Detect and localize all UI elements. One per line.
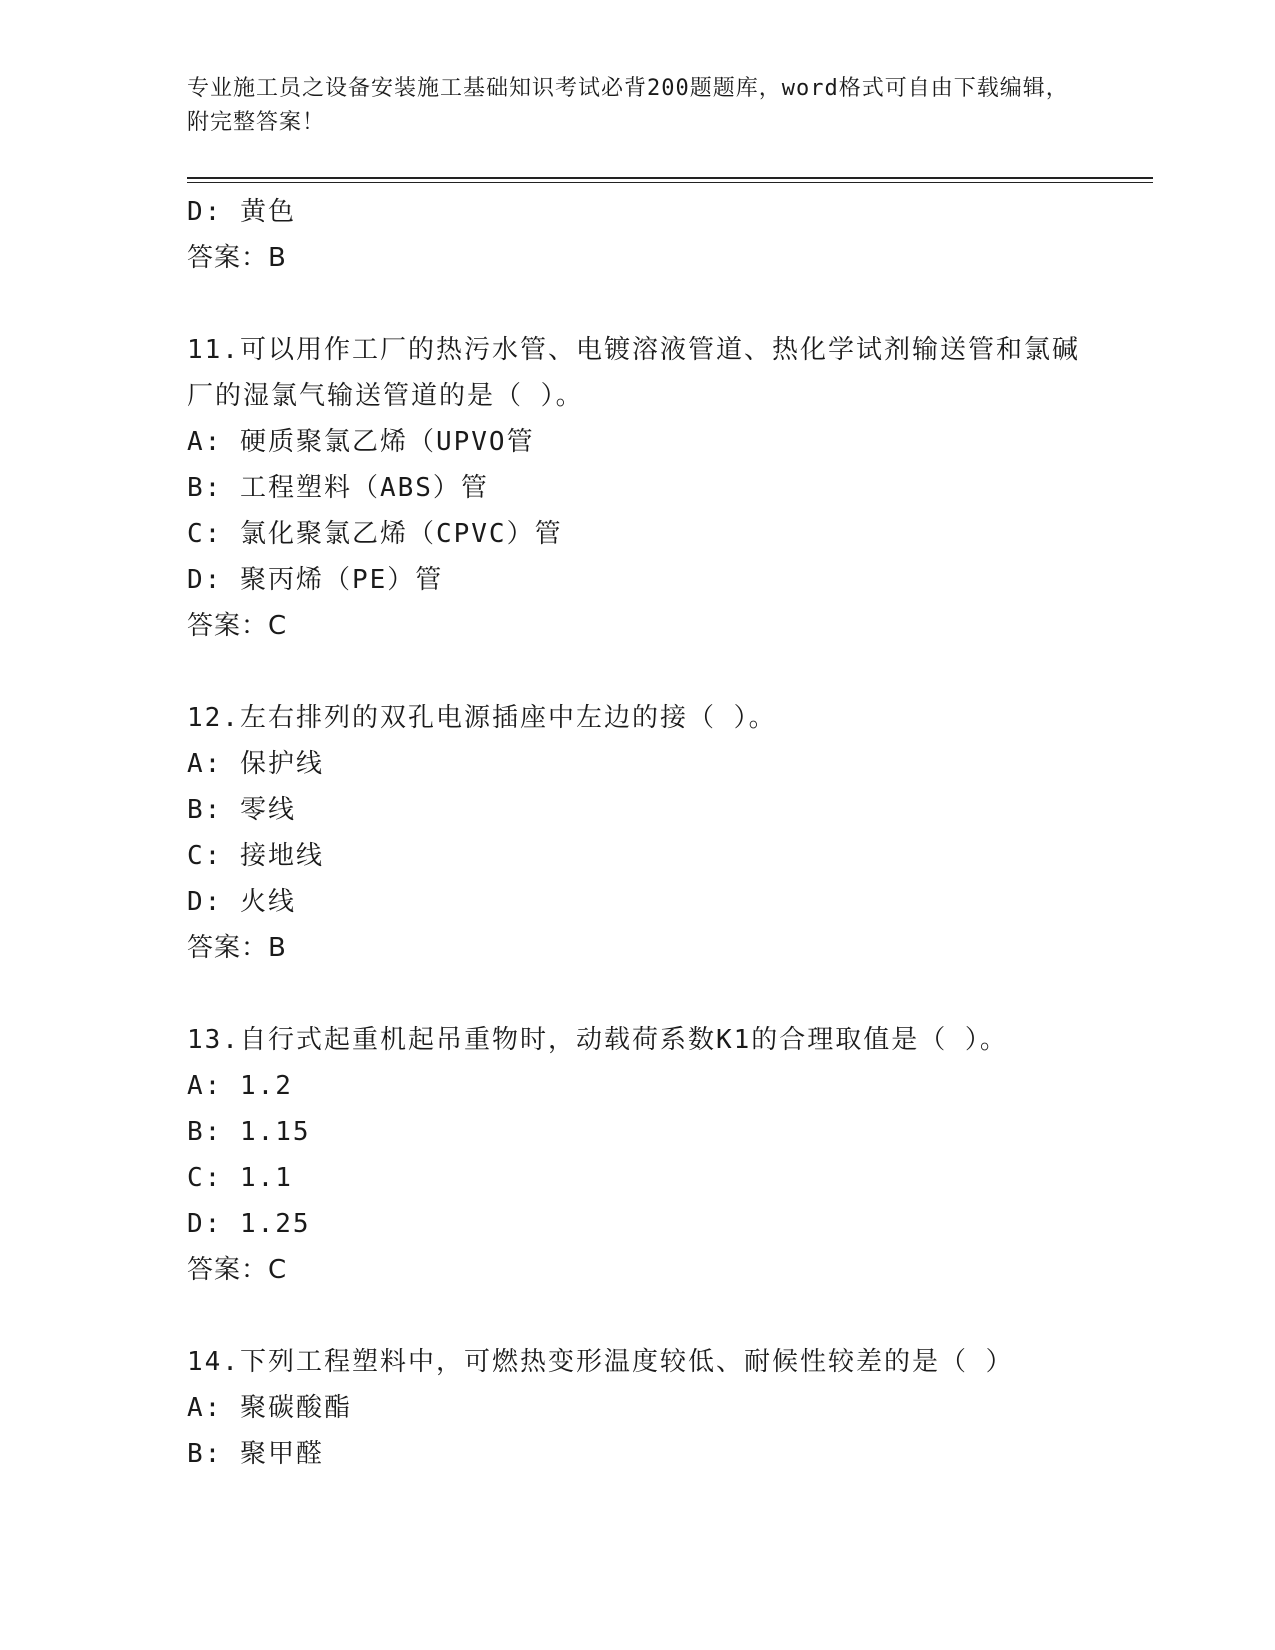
option-a: A: 1.2: [187, 1071, 293, 1101]
question-block-11: [187, 327, 1087, 649]
option-b: B: 1.15: [187, 1117, 311, 1147]
option-b: B: 工程塑料（ABS）管: [187, 473, 489, 503]
option-c: C: 1.1: [187, 1163, 293, 1193]
option-a: A: 聚碳酸酯: [187, 1393, 352, 1423]
header-divider: [187, 177, 1153, 179]
question-stem: 11.可以用作工厂的热污水管、电镀溶液管道、热化学试剂输送管和氯碱厂的湿氯气输送管道的是（ ）。: [187, 335, 1080, 411]
option-b: B: 零线: [187, 795, 296, 825]
answer-line: 答案：B: [187, 933, 287, 963]
question-block-prev: [187, 189, 1087, 281]
header-title: 专业施工员之设备安装施工基础知识考试必背200题题库，word格式可自由下载编辑，附完整答案！: [187, 76, 1069, 135]
question-block-14: [187, 1339, 1087, 1477]
option-a: A: 硬质聚氯乙烯（UPVO管: [187, 427, 535, 457]
header-divider-thin: [187, 182, 1153, 183]
answer-line: 答案：C: [187, 611, 288, 641]
page-header: [187, 72, 1087, 140]
question-block-13: [187, 1017, 1087, 1293]
option-c: C: 氯化聚氯乙烯（CPVC）管: [187, 519, 563, 549]
option-a: A: 保护线: [187, 749, 324, 779]
answer-line: 答案：C: [187, 1255, 288, 1285]
option-c: C: 接地线: [187, 841, 324, 871]
question-stem: 14.下列工程塑料中，可燃热变形温度较低、耐候性较差的是（ ）: [187, 1347, 1014, 1377]
question-list: [187, 189, 1087, 1477]
option-d: D: 1.25: [187, 1209, 311, 1239]
option-b: B: 聚甲醛: [187, 1439, 324, 1469]
question-stem: 12.左右排列的双孔电源插座中左边的接（ ）。: [187, 703, 777, 733]
answer-line: 答案：B: [187, 243, 287, 273]
question-stem: 13.自行式起重机起吊重物时，动载荷系数K1的合理取值是（ ）。: [187, 1025, 1008, 1055]
option-d: D: 聚丙烯（PE）管: [187, 565, 444, 595]
question-block-12: [187, 695, 1087, 971]
option-d: D: 火线: [187, 887, 296, 917]
option-d: D: 黄色: [187, 197, 296, 227]
